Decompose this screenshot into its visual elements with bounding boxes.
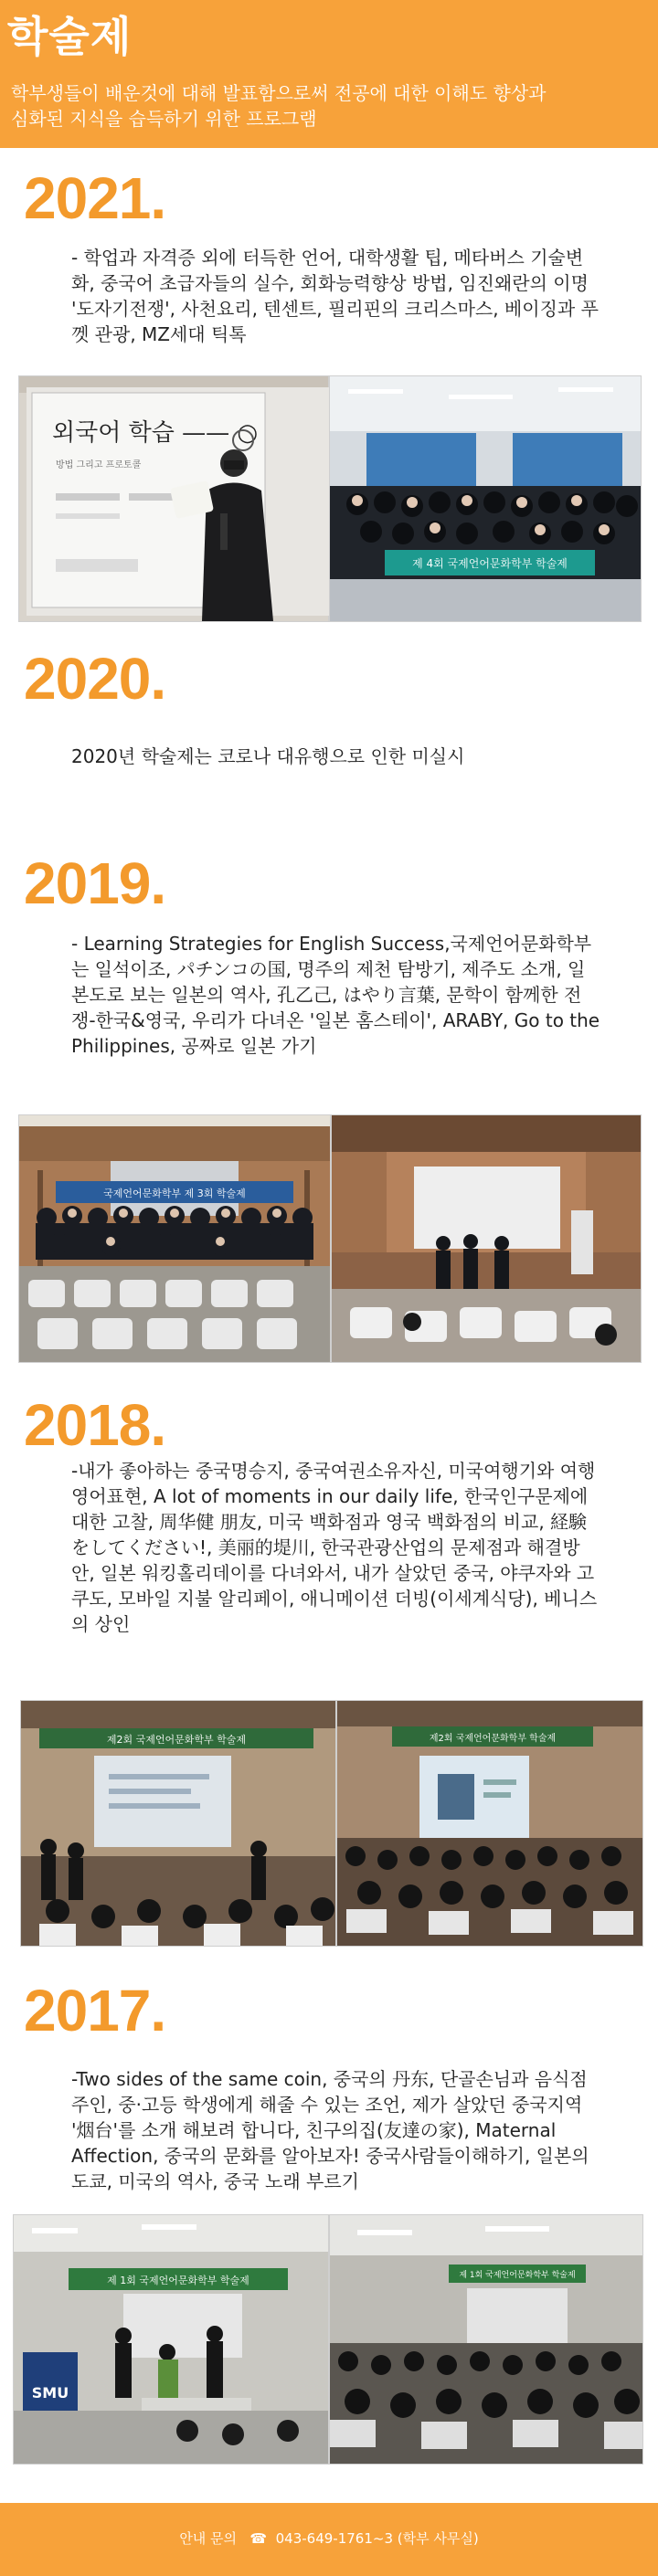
section-description-2020: 2020년 학술제는 코로나 대유행으로 인한 미실시 [71, 745, 465, 767]
page-subtitle: 학부생들이 배운것에 대해 발표함으로써 전공에 대한 이해도 향상과 심화된 지식을 습득하기 위한 프로그램 [11, 82, 547, 130]
year-heading-2018: 2018. [24, 1392, 166, 1458]
section-description-2019: - Learning Strategies for English Success,국제언어문화학부는 일석이조, パチンコの国, 명주의 제천 탐방기, 제주도 소개, 일본도로 보는 일본의 역사, 孔乙己, はやり言葉, 문학이 함께한 전쟁-한국&영국, 우리가 다녀온 '일본 홈스테이', ARABY, Go to the Philippines, 공짜로 일본 가기 [71, 933, 600, 1057]
photo-2019-stage [331, 1114, 642, 1363]
banner-text: 제 1회 국제언어문화학부 학술제 [107, 2275, 249, 2286]
year-heading-2021: 2021. [24, 165, 166, 231]
page-header [0, 0, 658, 148]
slide-title: 외국어 학습 —— ○ [52, 419, 259, 447]
banner-text: 제2회 국제언어문화학부 학술제 [106, 1734, 247, 1746]
page-footer [0, 2503, 658, 2576]
contact-label: 안내 문의 [179, 2530, 238, 2547]
banner-text: 제 4회 국제언어문화학부 학술제 [412, 557, 568, 570]
photo-2019-group [18, 1114, 331, 1363]
section-description-2017: -Two sides of the same coin, 중국의 丹东, 단골손님과 음식점주인, 중·고등 학생에게 해줄 수 있는 조언, 제가 살았던 중국지역 '烟台'를 소개 해보려 합니다, 친구의집(友達の家), Maternal Affection, 중국의 문화를 알아보자! 중국사람들이해하기, 일본의 도쿄, 미국의 역사, 중국 노래 부르기 [71, 2068, 589, 2192]
podium-logo: SMU [31, 2384, 69, 2402]
photo-2021-group [329, 375, 642, 622]
page-title: 학술제 [7, 12, 133, 61]
section-description-2018: -내가 좋아하는 중국명승지, 중국여권소유자신, 미국여행기와 여행 영어표현, A lot of moments in our daily life, 한국인구문제에 대한 고찰, 周华健 朋友, 미국 백화점과 영국 백화점의 비교, 経験をしてください!, 美丽的堤川, 한국관광산업의 문제점과 해결방안, 일본 워킹홀리데이를 다녀와서, 내가 살았던 중국, 야쿠자와 고쿠도, 모바일 지불 알리페이, 애니메이션 더빙(이세계식당), 베니스의 상인 [71, 1460, 598, 1635]
banner-text: 국제언어문화학부 제 3회 학술제 [103, 1188, 246, 1199]
phone-icon: ☎ [240, 2530, 271, 2547]
year-heading-2017: 2017. [24, 1978, 166, 2043]
year-heading-2019: 2019. [24, 850, 166, 916]
section-description-2021: - 학업과 자격증 외에 터득한 언어, 대학생활 팁, 메타버스 기술변화, 중국어 초급자들의 실수, 회화능력향상 방법, 임진왜란의 이명 '도자기전쟁', 사천요리, 텐센트, 필리핀의 크리스마스, 베이징과 푸껫 관광, MZ세대 틱톡 [71, 247, 599, 345]
banner-text: 제 1회 국제언어문화학부 학술제 [459, 2271, 576, 2280]
contact-phone: 043-649-1761~3 (학부 사무실) [275, 2530, 479, 2547]
photo-2017-audience [329, 2214, 643, 2465]
photo-2018-audience [336, 1700, 643, 1947]
slide-subtitle: 방법 그리고 프로토콜 [56, 460, 142, 470]
photo-2021-presentation [18, 375, 329, 622]
photo-2018-lecture [20, 1700, 336, 1947]
contact-info [0, 2528, 658, 2548]
section-description-clip-2018 [71, 1460, 610, 1682]
photo-2017-ceremony [13, 2214, 329, 2465]
year-heading-2020: 2020. [24, 646, 166, 712]
banner-text: 제2회 국제언어문화학부 학술제 [429, 1734, 557, 1744]
